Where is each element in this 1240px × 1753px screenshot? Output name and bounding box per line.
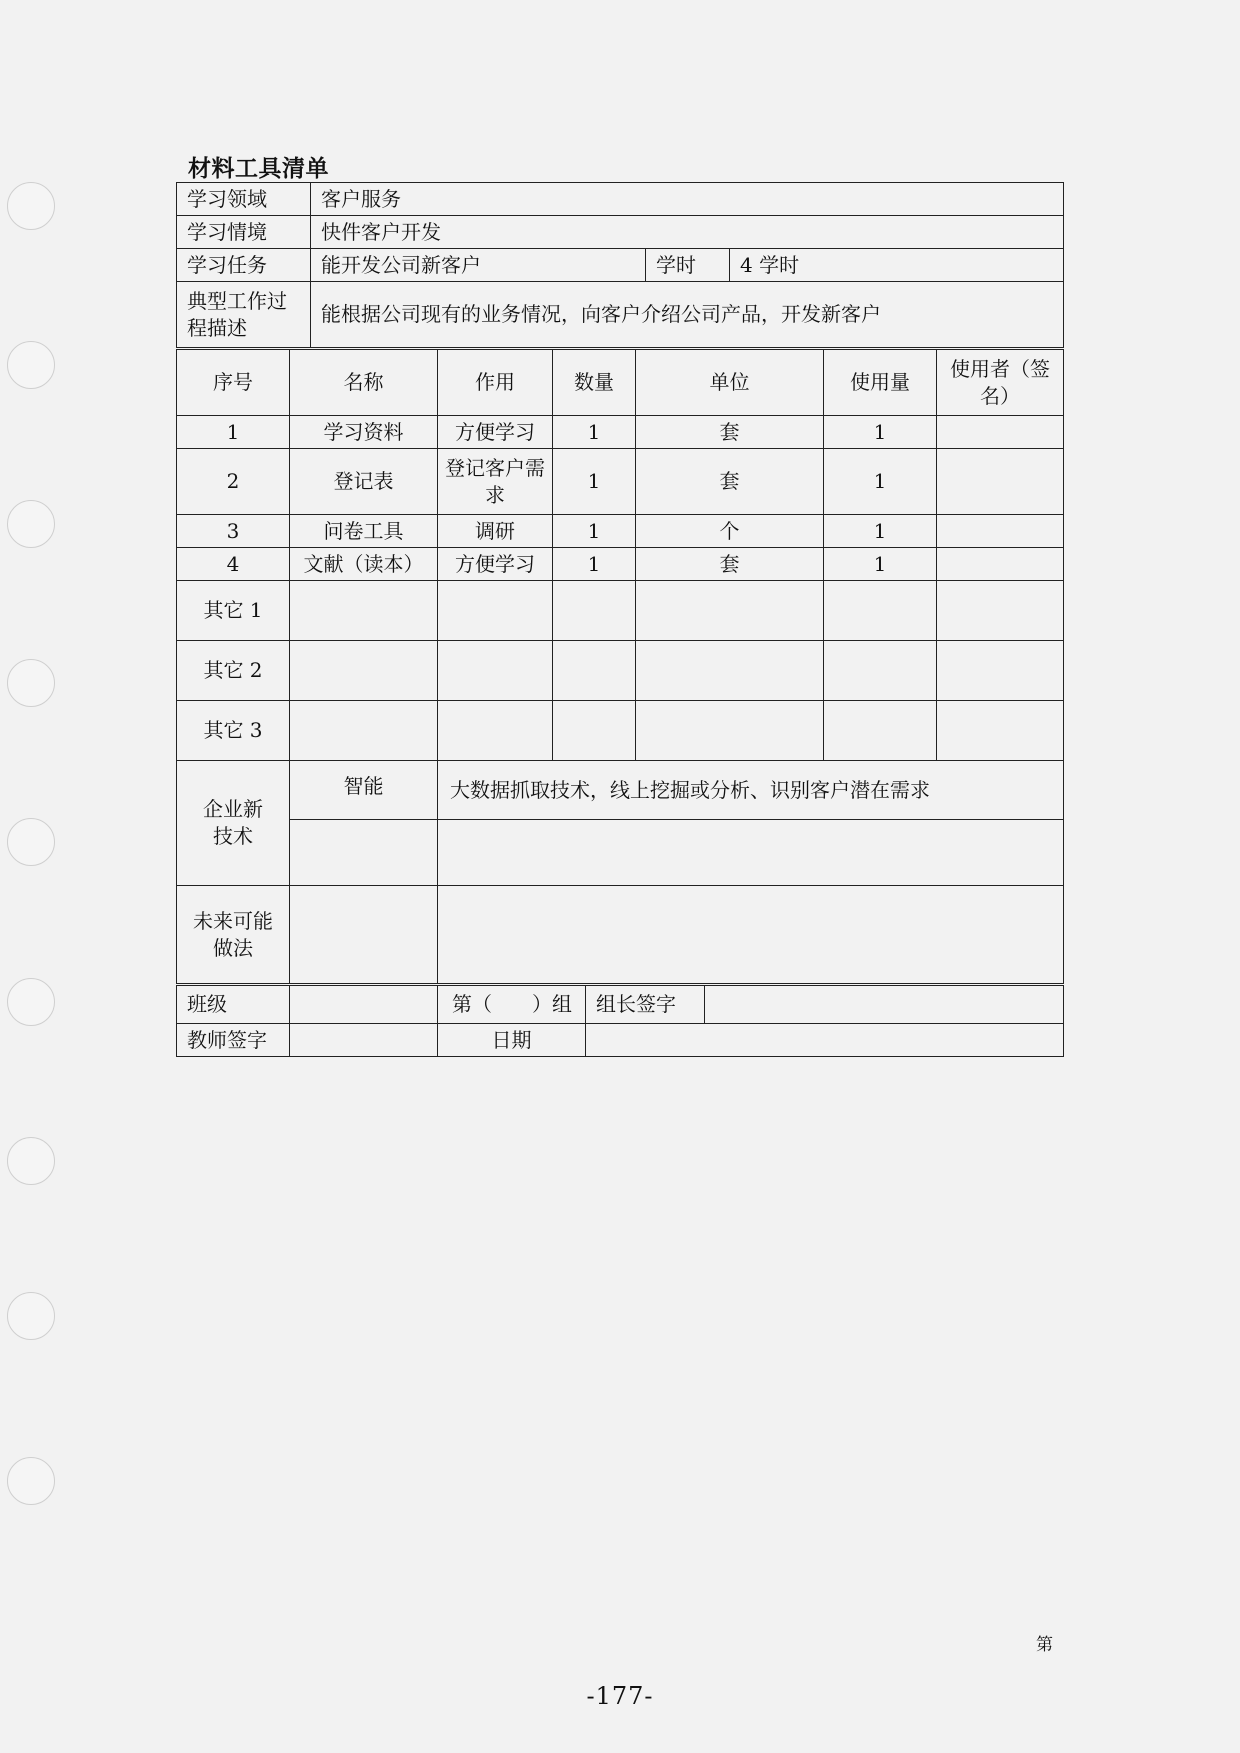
item-user-signature — [937, 548, 1064, 581]
table-header-row — [177, 350, 1064, 416]
item-amount: 1 — [824, 515, 937, 548]
corner-text: 第 — [1036, 1635, 1053, 1655]
column-header: 名称 — [290, 350, 438, 416]
item-name: 文献（读本） — [290, 548, 438, 581]
column-header: 单位 — [636, 350, 824, 416]
process-value: 能根据公司现有的业务情况，向客户介绍公司产品，开发新客户 — [311, 282, 1064, 348]
binder-hole — [7, 978, 55, 1026]
other-row — [177, 641, 1064, 701]
item-use: 方便学习 — [438, 416, 553, 449]
new-tech-item-desc: 大数据抓取技术，线上挖掘或分析、识别客户潜在需求 — [438, 761, 1064, 820]
binder-hole — [7, 659, 55, 707]
item-user-signature — [937, 416, 1064, 449]
column-header: 作用 — [438, 350, 553, 416]
future-label: 未来可能做法 — [177, 886, 290, 984]
task-label: 学习任务 — [177, 249, 311, 282]
item-name: 问卷工具 — [290, 515, 438, 548]
class-label: 班级 — [177, 986, 290, 1024]
item-no: 2 — [177, 449, 290, 515]
signature-table — [176, 985, 1064, 1057]
table-row — [177, 515, 1064, 548]
item-use: 方便学习 — [438, 548, 553, 581]
table-row — [177, 548, 1064, 581]
situation-label: 学习情境 — [177, 216, 311, 249]
other-label: 其它 3 — [177, 701, 290, 761]
item-use: 调研 — [438, 515, 553, 548]
page-number: -177- — [586, 1682, 654, 1710]
table-row — [177, 416, 1064, 449]
item-amount: 1 — [824, 416, 937, 449]
binder-hole — [7, 341, 55, 389]
column-header: 使用者（签名） — [937, 350, 1064, 416]
item-qty: 1 — [553, 515, 636, 548]
process-label: 典型工作过程描述 — [177, 282, 311, 348]
item-amount: 1 — [824, 449, 937, 515]
other-row — [177, 581, 1064, 641]
materials-table — [176, 349, 1064, 984]
item-amount: 1 — [824, 548, 937, 581]
new-tech-item-name: 智能 — [290, 761, 438, 820]
item-no: 4 — [177, 548, 290, 581]
binder-hole — [7, 182, 55, 230]
group-label: 第（ ）组 — [438, 986, 586, 1024]
situation-value: 快件客户开发 — [311, 216, 1064, 249]
hours-label: 学时 — [646, 249, 730, 282]
item-user-signature — [937, 449, 1064, 515]
task-value: 能开发公司新客户 — [311, 249, 646, 282]
item-unit: 套 — [636, 548, 824, 581]
leader-signature-label: 组长签字 — [586, 986, 705, 1024]
item-no: 1 — [177, 416, 290, 449]
domain-value: 客户服务 — [311, 183, 1064, 216]
item-qty: 1 — [553, 416, 636, 449]
page-title: 材料工具清单 — [188, 156, 329, 182]
other-row — [177, 701, 1064, 761]
item-no: 3 — [177, 515, 290, 548]
binder-hole — [7, 1137, 55, 1185]
table-row — [177, 449, 1064, 515]
item-use: 登记客户需求 — [438, 449, 553, 515]
domain-label: 学习领域 — [177, 183, 311, 216]
column-header: 使用量 — [824, 350, 937, 416]
item-name: 学习资料 — [290, 416, 438, 449]
hours-value: 4 学时 — [730, 249, 1064, 282]
other-label: 其它 1 — [177, 581, 290, 641]
header-table — [176, 182, 1064, 348]
item-name: 登记表 — [290, 449, 438, 515]
new-tech-label: 企业新技术 — [177, 761, 290, 886]
column-header: 序号 — [177, 350, 290, 416]
binder-hole — [7, 818, 55, 866]
binder-hole — [7, 1292, 55, 1340]
binder-hole — [7, 1457, 55, 1505]
teacher-signature-label: 教师签字 — [177, 1024, 290, 1057]
item-qty: 1 — [553, 548, 636, 581]
item-unit: 套 — [636, 416, 824, 449]
item-unit: 套 — [636, 449, 824, 515]
item-user-signature — [937, 515, 1064, 548]
item-qty: 1 — [553, 449, 636, 515]
binder-hole — [7, 500, 55, 548]
column-header: 数量 — [553, 350, 636, 416]
date-label: 日期 — [438, 1024, 586, 1057]
item-unit: 个 — [636, 515, 824, 548]
other-label: 其它 2 — [177, 641, 290, 701]
